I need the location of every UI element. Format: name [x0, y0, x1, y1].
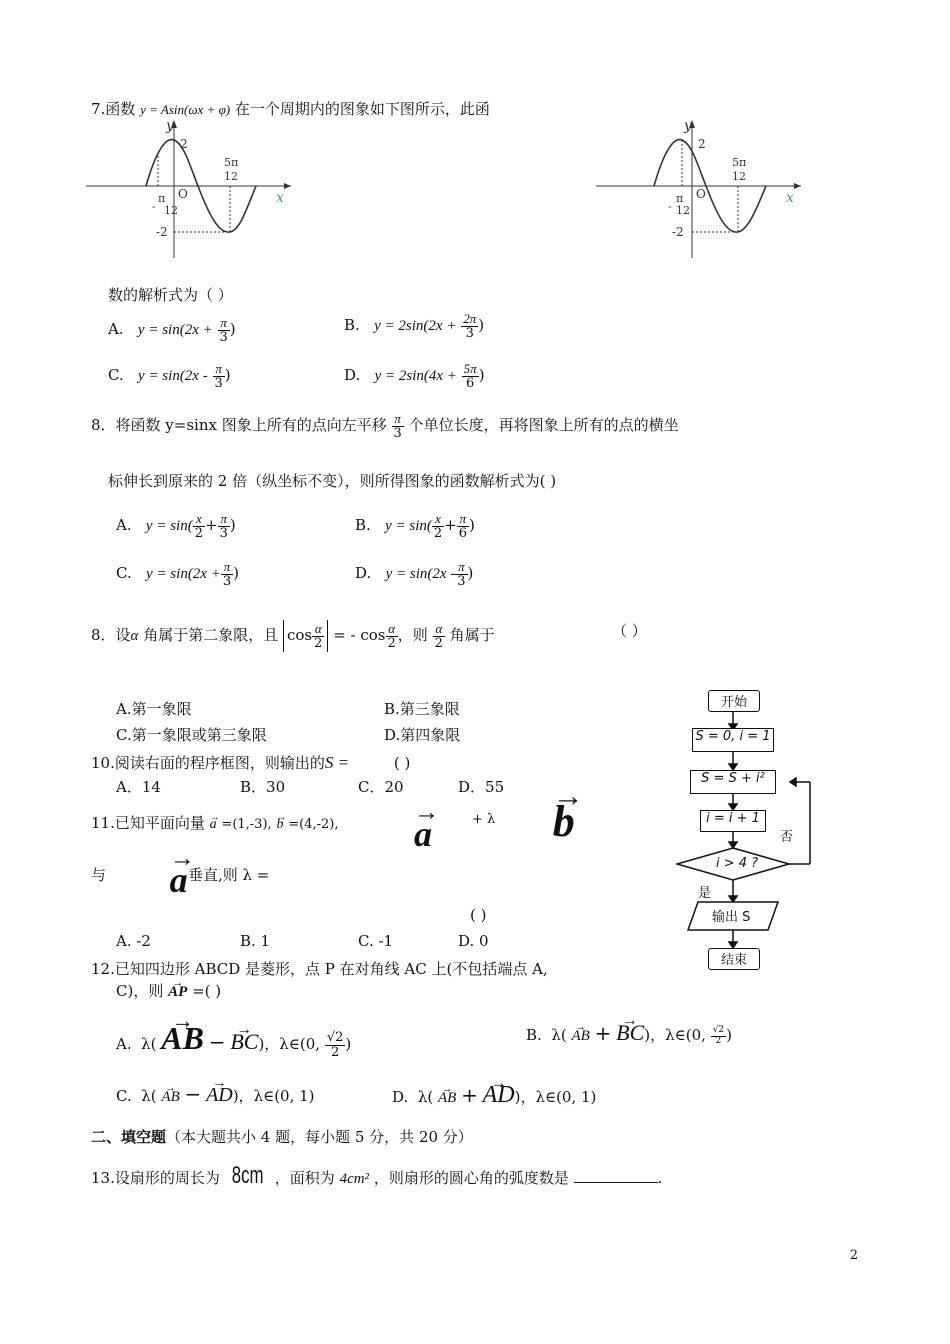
q10-option-a: A．14 [116, 778, 161, 796]
q8a-option-c: C. y = sin(2x + $\frac{\pi}{3}$ ) [116, 559, 239, 589]
flow-step-inc: i = i + 1 [700, 810, 766, 832]
q8a-option-a: A. y = sin( $\frac{x}{2}$ + $\frac{\pi}{3}$ ) [116, 511, 236, 541]
q12-option-c: C. λ( → AB − → AD)，λ∈(0, 1) [116, 1082, 315, 1107]
q11-option-a: A. -2 [116, 932, 151, 950]
flow-step-sum: S = S + i² [690, 770, 776, 794]
svg-text:12: 12 [224, 170, 238, 183]
q12-option-b: B. λ( → AB + → BC)，λ∈(0, $\frac{√2}{2}$ ) [526, 1020, 732, 1046]
q7-graph-left [86, 118, 296, 260]
q8b-option-d: D.第四象限 [384, 726, 461, 744]
q7-stem-cont: 数的解析式为（ ） [108, 286, 233, 304]
q8b-paren: （ ） [612, 622, 647, 640]
svg-text:2: 2 [180, 137, 188, 151]
svg-text:2: 2 [698, 137, 706, 151]
q8a-option-d: D. y = sin(2x - $\frac{\pi}{3}$ ) [355, 559, 474, 589]
q8b-option-b: B.第三象限 [384, 700, 460, 718]
q8a-stem-cont: 标伸长到原来的 2 倍（纵坐标不变），则所得图象的函数解析式为( ) [108, 472, 557, 490]
svg-text:-: - [152, 200, 156, 213]
q13-stem: 13.设扇形的周长为 8cm ，面积为 4cm² ，则扇形的圆心角的弧度数是 . [91, 1162, 663, 1189]
page-number: 2 [849, 1248, 858, 1263]
q12-stem-cont: C)，则 → AP =( ) [116, 980, 221, 1001]
svg-text:O: O [696, 187, 706, 201]
q10-option-b: B．30 [240, 778, 286, 796]
flow-start: 开始 [708, 690, 760, 712]
q7-graph-right [596, 118, 806, 260]
x-axis-label: x [276, 190, 284, 206]
q11-vector-a-large: → a [414, 813, 432, 855]
q7-option-c: C. y = sin(2x - $\frac{\pi}{3}$ ) [108, 361, 231, 391]
q11-with: 与 [91, 866, 107, 884]
q11-option-c: C. -1 [358, 932, 394, 950]
flow-output: 输出 S [712, 910, 751, 925]
q12-stem: 12.已知四边形 ABCD 是菱形，点 P 在对角线 AC 上(不包括端点 A, [91, 960, 548, 978]
q11-option-b: B. 1 [240, 932, 271, 950]
q10-stem: 10.阅读右面的程序框图，则输出的S = ( ) [91, 753, 411, 772]
q10-option-c: C．20 [358, 778, 404, 796]
flow-init: S = 0, i = 1 [692, 728, 774, 752]
y-axis-label: y [166, 118, 174, 134]
flow-condition: i > 4 ? [716, 856, 759, 871]
q11-vector-a-2: → a [170, 859, 188, 901]
svg-text:π: π [676, 192, 684, 205]
flow-end: 结束 [708, 948, 760, 970]
svg-text:12: 12 [676, 204, 690, 217]
q8b-option-a: A.第一象限 [116, 700, 192, 718]
svg-text:-: - [668, 200, 672, 213]
q11-stem: 11.已知平面向量 → a =(1,-3), → b =(4,-2), [91, 812, 338, 833]
svg-text:12: 12 [732, 170, 746, 183]
q7-option-b: B. y = 2sin(2x + $\frac{2\pi}{3}$ ) [344, 311, 485, 341]
q7-stem: 7.函数 y = Asin(ωx + φ) 在一个周期内的图象如下图所示，此函 [91, 100, 490, 118]
flow-no-label: 否 [780, 830, 794, 845]
q10-option-d: D．55 [458, 778, 505, 796]
q12-option-a: A. λ( → AB − → BC)，λ∈(0, $\frac{√2}{2}$ ) [116, 1020, 351, 1059]
q8b-stem: 8．设α 角属于第二象限，且 cos $\frac{\alpha}{2}$ = - cos $\frac{\alpha}{2}$ ，则 $\frac{\alpha}{2}$ 角属于 [91, 621, 495, 651]
q7-option-a: A. y = sin(2x + $\frac{\pi}{3}$ ) [108, 315, 236, 345]
q11-perp: 垂直,则 λ = [188, 866, 270, 884]
q11-paren: ( ) [470, 906, 487, 924]
q7-option-d: D. y = 2sin(4x + $\frac{5\pi}{6}$ ) [344, 361, 485, 391]
q11-option-d: D. 0 [458, 932, 489, 950]
svg-text:O: O [178, 187, 188, 201]
q8a-stem: 8．将函数 y=sinx 图象上所有的点向左平移 $\frac{\pi}{3}$ 个单位长度，再将图象上所有的点的横坐 [91, 411, 679, 441]
svg-text:5π: 5π [732, 156, 747, 169]
q8a-option-b: B. y = sin( $\frac{x}{2}$ + $\frac{\pi}{6}$ ) [355, 511, 475, 541]
q13-answer-blank[interactable] [574, 1182, 658, 1183]
q8b-option-c: C.第一象限或第三象限 [116, 726, 267, 744]
svg-text:12: 12 [164, 204, 178, 217]
svg-text:-2: -2 [672, 225, 684, 239]
svg-text:y: y [684, 118, 692, 134]
q12-option-d: D. λ( → AB + → AD)，λ∈(0, 1) [392, 1082, 596, 1109]
flow-yes-label: 是 [698, 886, 712, 901]
q11-plus-lambda: + λ [472, 812, 496, 827]
q11-vector-b-large: → b [553, 796, 575, 847]
section-2-heading: 二、填空题（本大题共小 4 题，每小题 5 分，共 20 分） [91, 1128, 473, 1146]
svg-text:-2: -2 [156, 225, 168, 239]
svg-text:x: x [786, 190, 794, 206]
svg-text:5π: 5π [224, 156, 239, 169]
svg-text:π: π [158, 192, 166, 205]
